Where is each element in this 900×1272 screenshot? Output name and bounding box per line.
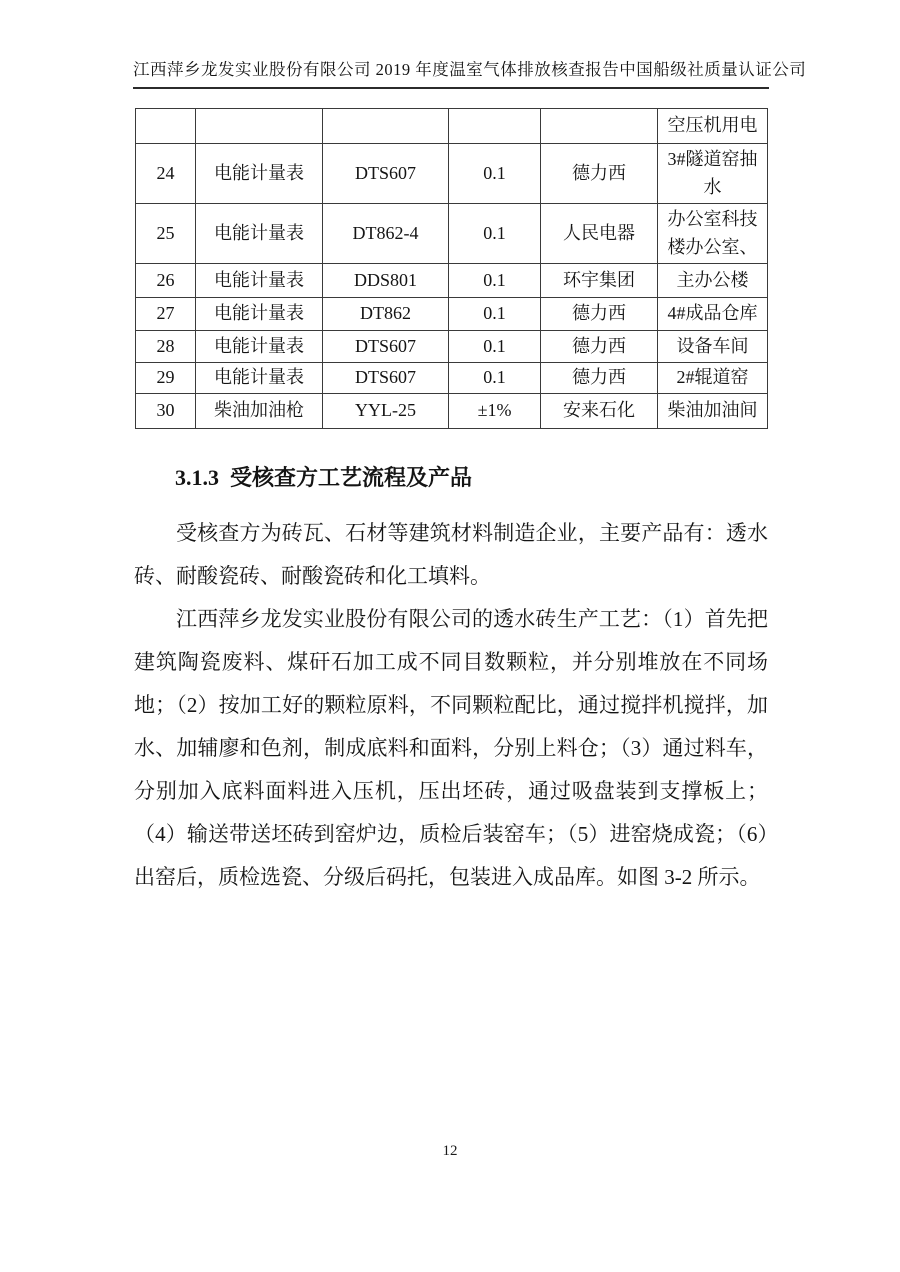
table-cell: 0.1	[449, 204, 541, 264]
table-cell: 24	[136, 144, 196, 204]
table-cell: 0.1	[449, 363, 541, 394]
section-heading: 3.1.3 受核查方工艺流程及产品	[175, 465, 473, 490]
table-cell: DTS607	[323, 331, 449, 363]
table-cell: 电能计量表	[196, 264, 323, 298]
table-row	[136, 264, 768, 298]
table-cell: 主办公楼	[658, 264, 768, 298]
table-cell: 柴油加油间	[658, 394, 768, 429]
table-row	[136, 204, 768, 264]
table-cell: 电能计量表	[196, 331, 323, 363]
table-cell	[323, 109, 449, 144]
table-cell: 空压机用电	[658, 109, 768, 144]
table-cell: 0.1	[449, 331, 541, 363]
table-cell: 0.1	[449, 298, 541, 331]
table-row	[136, 144, 768, 204]
paragraph-process: 江西萍乡龙发实业股份有限公司的透水砖生产工艺：（1）首先把建筑陶瓷废料、煤矸石加工成不同目数颗粒，并分别堆放在不同场地；（2）按加工好的颗粒原料，不同颗粒配比，通过搅拌机搅拌，加水、加辅廖和色剂，制成底料和面料，分别上料仓；（3）通过料车，分别加入底料面料进入压机，压出坯砖，通过吸盘装到支撑板上；（4）输送带送坯砖到窑炉边，质检后装窑车；（5）进窑烧成瓷；（6）出窑后，质检选瓷、分级后码托，包装进入成品库。如图 3-2 所示。	[134, 607, 768, 889]
table-cell: 30	[136, 394, 196, 429]
measurement-device-table	[135, 108, 768, 429]
table-row	[136, 331, 768, 363]
table-cell: 电能计量表	[196, 144, 323, 204]
table-cell: 办公室科技楼办公室、	[658, 204, 768, 264]
table-cell: 德力西	[541, 363, 658, 394]
paragraph-products: 受核查方为砖瓦、石材等建筑材料制造企业，主要产品有：透水砖、耐酸瓷砖、耐酸瓷砖和化工填料。	[134, 521, 768, 588]
table-cell: 27	[136, 298, 196, 331]
table-cell	[541, 109, 658, 144]
table-cell: 德力西	[541, 331, 658, 363]
table-cell: DT862	[323, 298, 449, 331]
table-cell: 2#辊道窑	[658, 363, 768, 394]
table-cell: 柴油加油枪	[196, 394, 323, 429]
table-cell: 电能计量表	[196, 298, 323, 331]
table-cell: 安来石化	[541, 394, 658, 429]
table-cell: DT862-4	[323, 204, 449, 264]
table-cell	[196, 109, 323, 144]
table-cell: 设备车间	[658, 331, 768, 363]
table-cell: 德力西	[541, 298, 658, 331]
table-row	[136, 394, 768, 429]
table-cell: 3#隧道窑抽水	[658, 144, 768, 204]
table-cell: 0.1	[449, 264, 541, 298]
table-cell: 4#成品仓库	[658, 298, 768, 331]
table-cell: 28	[136, 331, 196, 363]
table-cell: 电能计量表	[196, 363, 323, 394]
table-row	[136, 109, 768, 144]
table-cell: 25	[136, 204, 196, 264]
table-cell: YYL-25	[323, 394, 449, 429]
table-cell: 德力西	[541, 144, 658, 204]
table-cell: DTS607	[323, 363, 449, 394]
table-cell: 26	[136, 264, 196, 298]
table-row	[136, 363, 768, 394]
table-cell: DTS607	[323, 144, 449, 204]
meter-table-body	[136, 109, 768, 429]
table-cell: 电能计量表	[196, 204, 323, 264]
running-header: 江西萍乡龙发实业股份有限公司 2019 年度温室气体排放核查报告中国船级社质量认证公司	[133, 58, 769, 89]
table-cell: 人民电器	[541, 204, 658, 264]
section-body	[134, 512, 768, 899]
table-row	[136, 298, 768, 331]
table-cell	[449, 109, 541, 144]
table-cell: 0.1	[449, 144, 541, 204]
table-cell: 29	[136, 363, 196, 394]
page-number: 12	[442, 1143, 458, 1159]
table-cell	[136, 109, 196, 144]
table-cell: 环宇集团	[541, 264, 658, 298]
table-cell: DDS801	[323, 264, 449, 298]
table-cell: ±1%	[449, 394, 541, 429]
